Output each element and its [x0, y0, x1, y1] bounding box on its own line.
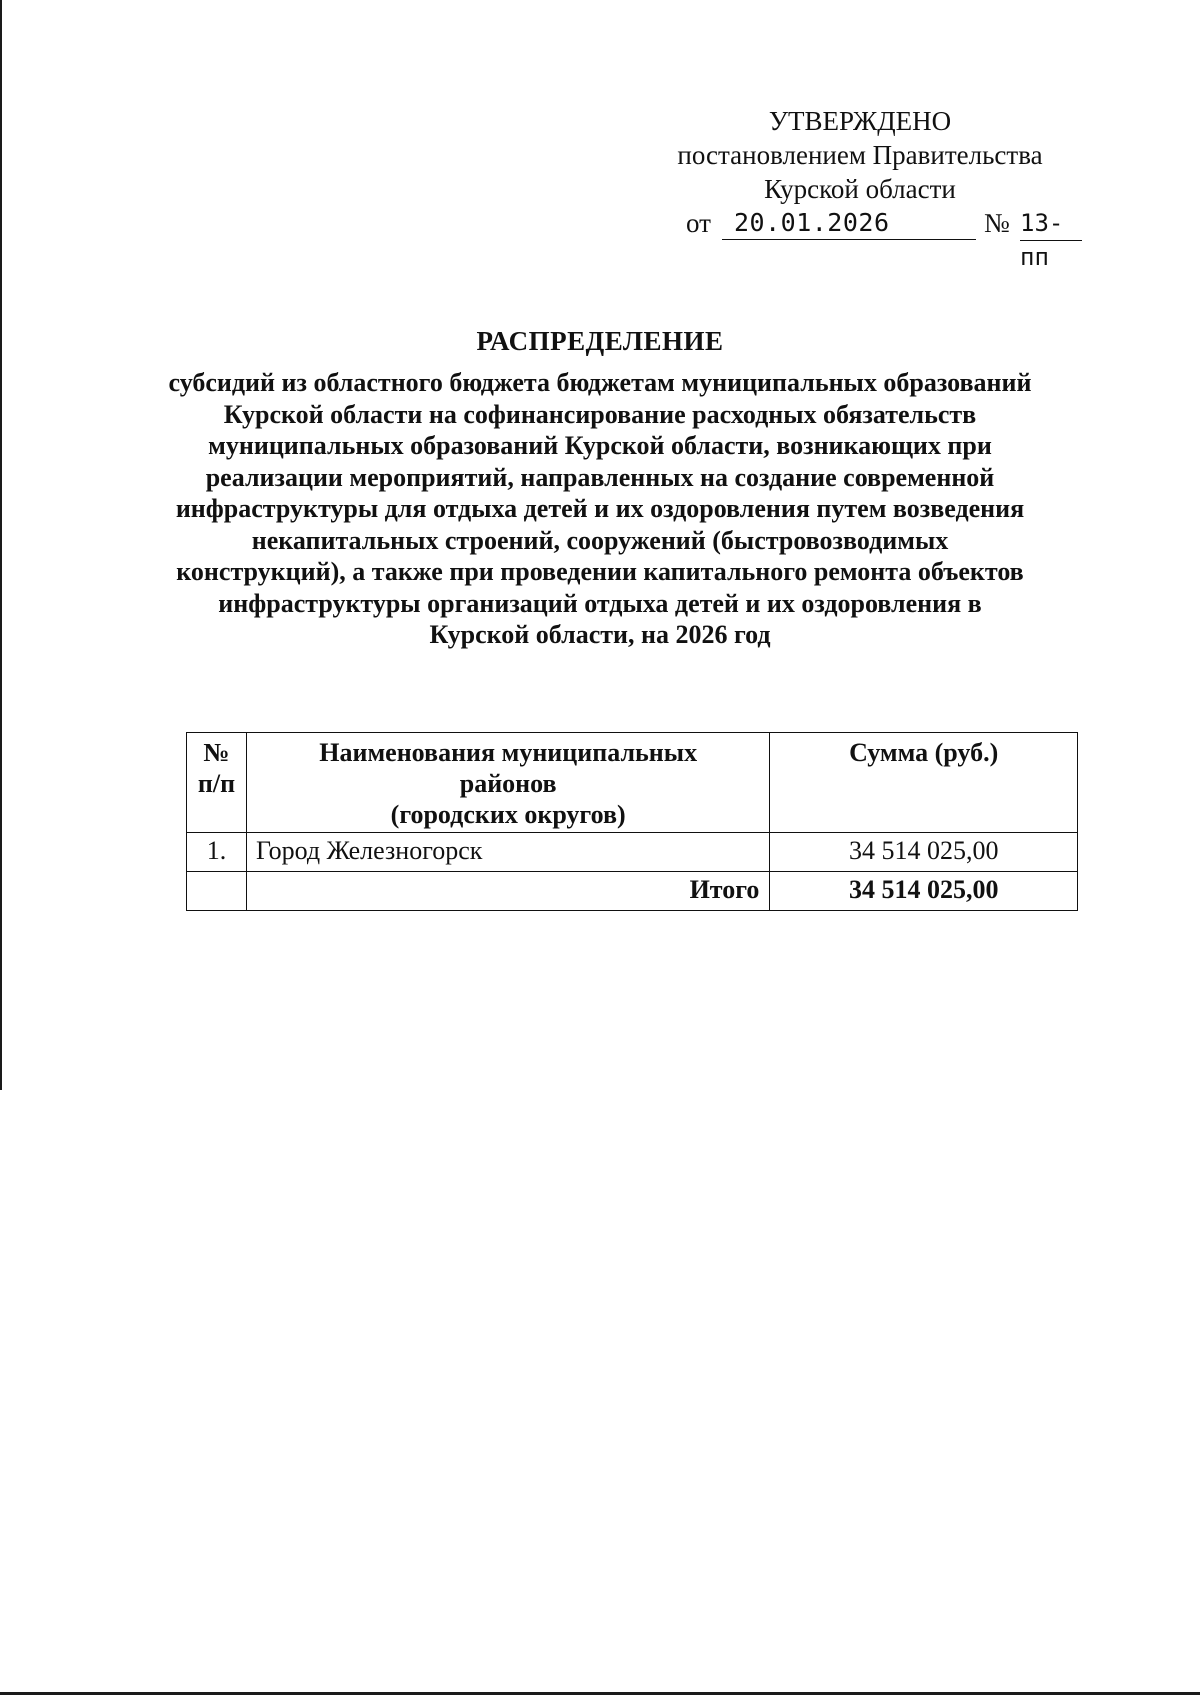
header-num-line-1: № [203, 738, 230, 767]
date-prefix: от [686, 208, 711, 238]
header-name-line-1: Наименования муниципальных [319, 738, 698, 767]
subtitle-line: некапитальных строений, сооружений (быстровозводимых [251, 525, 949, 555]
scan-edge-left [0, 0, 2, 1090]
subtitle-line: инфраструктуры для отдыха детей и их оздоровления путем возведения [175, 494, 1025, 523]
approval-line-1: постановлением Правительства [677, 140, 1043, 170]
header-name-line-2: районов [459, 769, 557, 798]
document-title: РАСПРЕДЕЛЕНИЕ [476, 326, 724, 356]
subtitle-line: инфраструктуры организаций отдыха детей и их оздоровления в [218, 588, 982, 618]
approval-date: 20.01.2026 [722, 206, 976, 240]
row-sum: 34 514 025,00 [770, 833, 1078, 872]
header-name [246, 733, 769, 833]
subtitle-line: Курской области, на 2026 год [429, 620, 771, 649]
header-sum: Сумма (руб.) [770, 733, 1078, 833]
approval-date-row [600, 206, 1120, 271]
total-num-empty [187, 872, 247, 911]
total-label: Итого [246, 872, 769, 911]
subtitle-line: Курской области на софинансирование расходных обязательств [223, 399, 977, 429]
approval-heading: УТВЕРЖДЕНО [768, 106, 952, 136]
scan-edge-bottom [0, 1692, 1200, 1695]
subtitle-line: конструкций), а также при проведении капитального ремонта объектов [176, 557, 1024, 586]
approval-block [600, 104, 1120, 271]
table-header-row [187, 733, 1078, 833]
table-total-row [187, 872, 1078, 911]
header-num [187, 733, 247, 833]
distribution-table [186, 732, 1078, 911]
approval-number: 13-пп [1020, 206, 1082, 241]
header-num-line-2: п/п [197, 769, 236, 798]
subtitle-line: реализации мероприятий, направленных на создание современной [205, 462, 995, 492]
subtitle-line: субсидий из областного бюджета бюджетам муниципальных образований [168, 368, 1032, 397]
row-name: Город Железногорск [246, 833, 769, 872]
total-sum: 34 514 025,00 [770, 872, 1078, 911]
document-subtitle [100, 367, 1100, 651]
table-row [187, 833, 1078, 872]
row-num: 1. [187, 833, 247, 872]
header-name-line-3: (городских округов) [390, 800, 626, 829]
subtitle-line: муниципальных образований Курской области, возникающих при [208, 431, 992, 460]
approval-line-2: Курской области [764, 174, 956, 204]
number-prefix: № [984, 208, 1010, 238]
